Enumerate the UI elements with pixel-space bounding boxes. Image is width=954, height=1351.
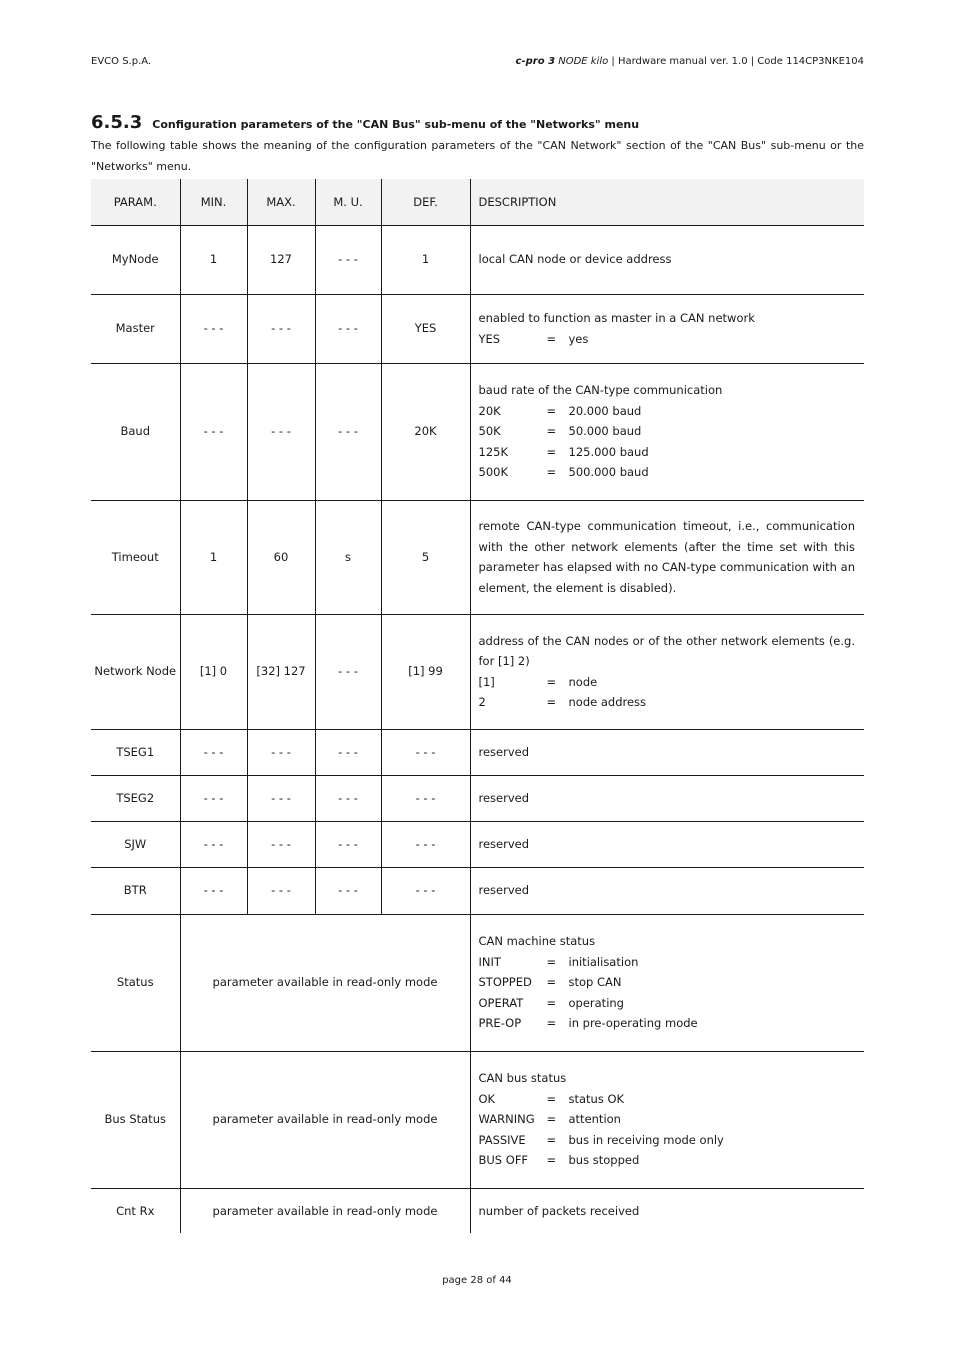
cell-def: [1] 99	[381, 614, 470, 729]
value-meaning: bus in receiving mode only	[568, 1132, 724, 1147]
cell-min: - - -	[180, 821, 247, 867]
equals-sign: =	[546, 444, 557, 459]
cell-description	[470, 614, 864, 729]
value-definition	[479, 993, 856, 1014]
equals-sign: =	[546, 403, 557, 418]
equals-sign: =	[546, 1153, 557, 1168]
table-row	[91, 914, 864, 1051]
table-row	[91, 614, 864, 729]
cell-read-only-note: parameter available in read-only mode	[180, 914, 470, 1051]
value-key: 20K	[478, 403, 501, 418]
table-header-row	[91, 179, 864, 225]
equals-sign: =	[546, 1091, 557, 1106]
cell-def: YES	[381, 294, 470, 363]
cell-description	[470, 867, 864, 914]
header-company: EVCO S.p.A.	[91, 56, 152, 67]
cell-description	[470, 363, 864, 500]
cell-description	[470, 1188, 864, 1233]
value-key: 500K	[478, 465, 508, 480]
header-doc-info	[516, 56, 864, 67]
cell-mu: - - -	[315, 363, 381, 500]
cell-mu: - - -	[315, 225, 381, 294]
cell-min: - - -	[180, 294, 247, 363]
value-key: [1]	[478, 674, 495, 689]
value-meaning: 20.000 baud	[568, 403, 642, 418]
value-meaning: status OK	[568, 1091, 625, 1106]
table-row	[91, 867, 864, 914]
equals-sign: =	[546, 1112, 557, 1127]
page-number: page 28 of 44	[442, 1275, 512, 1286]
value-key: BUS OFF	[478, 1153, 529, 1168]
header-manual-info: | Hardware manual ver. 1.0 | Code 114CP3NKE104	[608, 56, 864, 67]
value-key: STOPPED	[478, 975, 532, 990]
cell-max: - - -	[247, 294, 315, 363]
cell-param: SJW	[91, 821, 180, 867]
value-meaning: 500.000 baud	[568, 465, 649, 480]
value-meaning: 50.000 baud	[568, 424, 642, 439]
description-text: reserved	[478, 790, 530, 805]
value-definition	[479, 1150, 856, 1171]
cell-param: Cnt Rx	[116, 1203, 155, 1218]
description-text: address of the CAN nodes or of the other network elements (e.g. for [1] 2)	[478, 633, 855, 668]
equals-sign: =	[546, 1132, 557, 1147]
cell-description	[470, 225, 864, 294]
header-product-name: c-pro 3	[515, 56, 556, 67]
cell-mu: s	[315, 500, 381, 614]
col-header-description: DESCRIPTION	[470, 179, 864, 225]
value-definition	[479, 692, 856, 713]
value-meaning: operating	[568, 995, 624, 1010]
value-definition	[479, 462, 856, 483]
cell-def: - - -	[381, 821, 470, 867]
value-definition	[479, 1130, 856, 1151]
section-heading	[91, 112, 639, 133]
cell-description	[470, 775, 864, 821]
description-text: reserved	[478, 836, 530, 851]
cell-min: 1	[180, 500, 247, 614]
cell-description	[470, 729, 864, 775]
table-row	[91, 1051, 864, 1188]
cell-mu: - - -	[315, 614, 381, 729]
table-row	[91, 1188, 864, 1233]
value-key: 50K	[478, 424, 501, 439]
cell-param: MyNode	[91, 225, 180, 294]
cell-min: 1	[180, 225, 247, 294]
cell-mu: - - -	[315, 729, 381, 775]
cell-def: - - -	[381, 867, 470, 914]
cell-description	[470, 914, 864, 1051]
cell-read-only-note: parameter available in read-only mode	[180, 1188, 470, 1233]
cell-min: - - -	[180, 775, 247, 821]
table-row	[91, 294, 864, 363]
value-definition	[479, 442, 856, 463]
cell-max: [32] 127	[247, 614, 315, 729]
cell-param: BTR	[91, 867, 180, 914]
table-row	[91, 729, 864, 775]
value-definition	[479, 1109, 856, 1130]
cell-param: Bus Status	[91, 1051, 180, 1188]
description-text: reserved	[478, 744, 530, 759]
value-definition	[479, 672, 856, 693]
cell-read-only-note: parameter available in read-only mode	[180, 1051, 470, 1188]
cell-param: TSEG2	[91, 775, 180, 821]
cell-description	[470, 294, 864, 363]
description-text: CAN bus status	[478, 1071, 567, 1086]
parameters-table	[91, 179, 864, 1233]
description-text: number of packets received	[478, 1203, 640, 1218]
value-key: 125K	[478, 444, 508, 459]
cell-param: Master	[91, 294, 180, 363]
table-row	[91, 225, 864, 294]
value-meaning: initialisation	[568, 954, 639, 969]
section-number: 6.5.3	[91, 112, 143, 133]
equals-sign: =	[546, 975, 557, 990]
cell-max: - - -	[247, 775, 315, 821]
value-meaning: bus stopped	[568, 1153, 640, 1168]
cell-param: TSEG1	[91, 729, 180, 775]
cell-max: - - -	[247, 867, 315, 914]
equals-sign: =	[546, 424, 557, 439]
cell-def: 1	[381, 225, 470, 294]
equals-sign: =	[546, 465, 557, 480]
value-definition	[479, 952, 856, 973]
equals-sign: =	[546, 1016, 557, 1031]
description-text: enabled to function as master in a CAN network	[478, 311, 755, 325]
cell-max: - - -	[247, 729, 315, 775]
value-meaning: 125.000 baud	[568, 444, 649, 459]
table-row	[91, 363, 864, 500]
col-header-param: PARAM.	[91, 179, 180, 225]
cell-param: Network Node	[91, 614, 180, 729]
value-key: OK	[478, 1091, 496, 1106]
value-key: INIT	[478, 954, 501, 969]
value-definition	[479, 1089, 856, 1110]
value-meaning: yes	[568, 331, 589, 346]
cell-description	[470, 500, 864, 614]
cell-description	[470, 1051, 864, 1188]
value-key: PRE-OP	[478, 1016, 522, 1031]
cell-mu: - - -	[315, 775, 381, 821]
table-row	[91, 500, 864, 614]
equals-sign: =	[546, 695, 557, 709]
equals-sign: =	[546, 331, 557, 346]
equals-sign: =	[546, 954, 557, 969]
value-definition	[479, 329, 856, 350]
value-definition	[479, 972, 856, 993]
description-text: CAN machine status	[478, 934, 596, 949]
value-key: WARNING	[478, 1112, 535, 1127]
value-meaning: attention	[568, 1112, 621, 1127]
col-header-def: DEF.	[381, 179, 470, 225]
cell-param: Baud	[91, 363, 180, 500]
description-text: remote CAN-type communication timeout, i.e., communication with the other network elements (after the time set with this parameter has elapsed with no CAN-type communication with an element, the element is disabled).	[478, 519, 855, 595]
header-product-variant: NODE kilo	[558, 56, 609, 67]
value-meaning: node address	[568, 695, 647, 709]
cell-mu: - - -	[315, 821, 381, 867]
value-meaning: stop CAN	[568, 975, 622, 990]
cell-max: - - -	[247, 363, 315, 500]
table-row	[91, 821, 864, 867]
cell-param: Timeout	[91, 500, 180, 614]
value-definition	[479, 401, 856, 422]
cell-min: - - -	[180, 363, 247, 500]
description-text: baud rate of the CAN-type communication	[478, 383, 723, 398]
cell-min: - - -	[180, 729, 247, 775]
value-key: YES	[478, 331, 501, 346]
description-text: local CAN node or device address	[478, 252, 672, 267]
cell-max: - - -	[247, 821, 315, 867]
section-title: Configuration parameters of the "CAN Bus" sub-menu of the "Networks" menu	[152, 118, 640, 131]
cell-param: Status	[91, 914, 180, 1051]
intro-paragraph: The following table shows the meaning of the configuration parameters of the "CAN Network" section of the "CAN Bus" sub-menu or the "Networks" menu.	[91, 139, 864, 173]
cell-mu: - - -	[315, 294, 381, 363]
value-key: OPERAT	[478, 995, 524, 1010]
col-header-mu: M. U.	[315, 179, 381, 225]
value-key: PASSIVE	[478, 1132, 526, 1147]
cell-min: - - -	[180, 867, 247, 914]
value-key: 2	[478, 695, 486, 709]
value-meaning: node	[568, 674, 598, 689]
cell-max: 60	[247, 500, 315, 614]
description-text: reserved	[478, 883, 530, 898]
col-header-min: MIN.	[180, 179, 247, 225]
cell-def: 20K	[381, 363, 470, 500]
cell-mu: - - -	[315, 867, 381, 914]
cell-def: - - -	[381, 729, 470, 775]
table-row	[91, 775, 864, 821]
cell-description	[470, 821, 864, 867]
equals-sign: =	[546, 995, 557, 1010]
col-header-max: MAX.	[247, 179, 315, 225]
value-definition	[479, 1013, 856, 1034]
value-meaning: in pre-operating mode	[568, 1016, 698, 1031]
equals-sign: =	[546, 674, 557, 689]
cell-min: [1] 0	[180, 614, 247, 729]
cell-def: - - -	[381, 775, 470, 821]
cell-max: 127	[247, 225, 315, 294]
cell-def: 5	[381, 500, 470, 614]
value-definition	[479, 421, 856, 442]
